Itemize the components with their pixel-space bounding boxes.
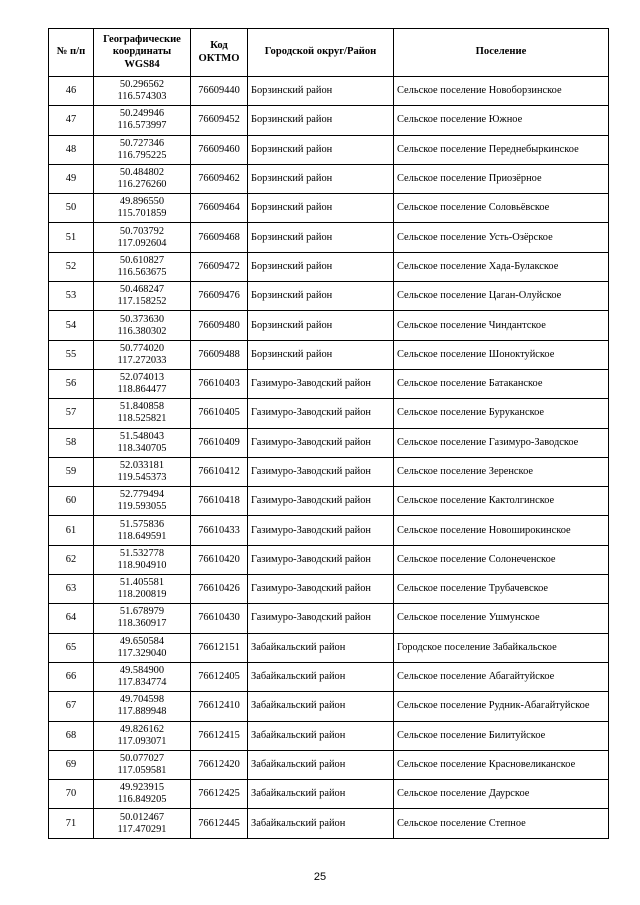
table-row (49, 369, 609, 398)
district-name: Борзинский район (248, 223, 394, 252)
latitude: 50.373630 (119, 313, 165, 325)
row-number: 47 (49, 106, 94, 135)
coordinates-cell (94, 809, 191, 838)
latitude: 50.296562 (119, 79, 165, 91)
settlement-name: Сельское поселение Батаканское (394, 369, 609, 398)
table-row (49, 340, 609, 369)
longitude: 116.276260 (117, 179, 167, 191)
latitude: 49.896550 (119, 196, 165, 208)
coordinates-cell (94, 662, 191, 691)
latitude: 49.826162 (119, 723, 165, 735)
oktmo-code: 76609468 (191, 223, 248, 252)
row-number: 63 (49, 575, 94, 604)
latitude: 51.548043 (119, 430, 165, 442)
longitude: 117.889948 (117, 706, 167, 718)
latitude: 50.484802 (119, 167, 165, 179)
table-header (49, 29, 609, 77)
longitude: 117.158252 (117, 296, 167, 308)
district-name: Забайкальский район (248, 721, 394, 750)
table-row (49, 106, 609, 135)
district-name: Газимуро-Заводский район (248, 399, 394, 428)
district-name: Забайкальский район (248, 750, 394, 779)
settlement-name: Сельское поселение Переднебыркинское (394, 135, 609, 164)
coordinates-cell (94, 457, 191, 486)
longitude: 115.701859 (117, 208, 167, 220)
latitude: 50.727346 (119, 137, 165, 149)
latitude: 51.840858 (119, 401, 165, 413)
settlement-name: Сельское поселение Зеренское (394, 457, 609, 486)
header-settlement: Поселение (394, 29, 609, 77)
coordinates-cell (94, 750, 191, 779)
row-number: 46 (49, 77, 94, 106)
row-number: 50 (49, 194, 94, 223)
row-number: 55 (49, 340, 94, 369)
table-body (49, 77, 609, 839)
table-row (49, 662, 609, 691)
district-name: Борзинский район (248, 194, 394, 223)
table-row (49, 633, 609, 662)
oktmo-code: 76612415 (191, 721, 248, 750)
settlement-name: Сельское поселение Хада-Булакское (394, 252, 609, 281)
oktmo-code: 76610403 (191, 369, 248, 398)
longitude: 118.525821 (117, 413, 167, 425)
district-name: Газимуро-Заводский район (248, 545, 394, 574)
table-row (49, 780, 609, 809)
settlement-name: Сельское поселение Трубачевское (394, 575, 609, 604)
settlement-name: Сельское поселение Соловьёвское (394, 194, 609, 223)
table-row (49, 809, 609, 838)
longitude: 117.329040 (117, 647, 167, 659)
settlement-name: Сельское поселение Чиндантское (394, 311, 609, 340)
district-name: Забайкальский район (248, 662, 394, 691)
settlement-name: Сельское поселение Южное (394, 106, 609, 135)
coordinates-cell (94, 369, 191, 398)
settlement-name: Сельское поселение Даурское (394, 780, 609, 809)
latitude: 49.584900 (119, 665, 165, 677)
table-row (49, 487, 609, 516)
coordinates-cell (94, 77, 191, 106)
latitude: 49.650584 (119, 635, 165, 647)
latitude: 50.703792 (119, 225, 165, 237)
latitude: 51.405581 (119, 577, 165, 589)
longitude: 117.470291 (117, 823, 167, 835)
oktmo-code: 76610433 (191, 516, 248, 545)
latitude: 50.774020 (119, 342, 165, 354)
settlement-name: Сельское поселение Новоборзинское (394, 77, 609, 106)
district-name: Газимуро-Заводский район (248, 369, 394, 398)
longitude: 117.092604 (117, 237, 167, 249)
oktmo-code: 76612405 (191, 662, 248, 691)
oktmo-code: 76612151 (191, 633, 248, 662)
settlement-name: Сельское поселение Шоноктуйское (394, 340, 609, 369)
settlement-name: Сельское поселение Солонеченское (394, 545, 609, 574)
header-coordinates: Географические координаты WGS84 (94, 29, 191, 77)
longitude: 117.272033 (117, 354, 167, 366)
settlement-name: Сельское поселение Буруканское (394, 399, 609, 428)
settlement-name: Сельское поселение Билитуйское (394, 721, 609, 750)
row-number: 68 (49, 721, 94, 750)
settlement-name: Сельское поселение Усть-Озёрское (394, 223, 609, 252)
row-number: 57 (49, 399, 94, 428)
oktmo-code: 76610426 (191, 575, 248, 604)
table-row (49, 194, 609, 223)
longitude: 116.795225 (117, 149, 167, 161)
settlement-name: Сельское поселение Абагайтуйское (394, 662, 609, 691)
table-row (49, 750, 609, 779)
longitude: 116.380302 (117, 325, 167, 337)
latitude: 50.012467 (119, 811, 165, 823)
district-name: Забайкальский район (248, 633, 394, 662)
district-name: Газимуро-Заводский район (248, 575, 394, 604)
latitude: 51.532778 (119, 547, 165, 559)
district-name: Борзинский район (248, 340, 394, 369)
oktmo-code: 76609462 (191, 164, 248, 193)
row-number: 52 (49, 252, 94, 281)
oktmo-code: 76610430 (191, 604, 248, 633)
header-number: № п/п (49, 29, 94, 77)
district-name: Забайкальский район (248, 780, 394, 809)
settlement-name: Сельское поселение Газимуро-Заводское (394, 428, 609, 457)
longitude: 116.563675 (117, 266, 167, 278)
settlements-table (48, 28, 609, 839)
table-row (49, 545, 609, 574)
row-number: 66 (49, 662, 94, 691)
table-row (49, 223, 609, 252)
table-row (49, 282, 609, 311)
row-number: 53 (49, 282, 94, 311)
row-number: 56 (49, 369, 94, 398)
latitude: 52.074013 (119, 372, 165, 384)
table-row (49, 135, 609, 164)
table-row (49, 692, 609, 721)
row-number: 64 (49, 604, 94, 633)
oktmo-code: 76610418 (191, 487, 248, 516)
table-row (49, 457, 609, 486)
longitude: 118.340705 (117, 442, 167, 454)
latitude: 52.033181 (119, 460, 165, 471)
row-number: 59 (49, 457, 94, 486)
district-name: Борзинский район (248, 252, 394, 281)
longitude: 117.059581 (117, 764, 167, 776)
longitude: 118.864477 (117, 384, 167, 396)
settlement-name: Сельское поселение Степное (394, 809, 609, 838)
oktmo-code: 76609460 (191, 135, 248, 164)
longitude: 116.849205 (117, 794, 167, 806)
row-number: 54 (49, 311, 94, 340)
row-number: 48 (49, 135, 94, 164)
table-row (49, 77, 609, 106)
coordinates-cell (94, 106, 191, 135)
coordinates-cell (94, 428, 191, 457)
oktmo-code: 76610405 (191, 399, 248, 428)
latitude: 49.704598 (119, 694, 165, 706)
oktmo-code: 76609472 (191, 252, 248, 281)
coordinates-cell (94, 721, 191, 750)
row-number: 71 (49, 809, 94, 838)
row-number: 67 (49, 692, 94, 721)
coordinates-cell (94, 692, 191, 721)
table-row (49, 164, 609, 193)
coordinates-cell (94, 164, 191, 193)
oktmo-code: 76610412 (191, 457, 248, 486)
coordinates-cell (94, 487, 191, 516)
coordinates-cell (94, 780, 191, 809)
settlement-name: Сельское поселение Приозёрное (394, 164, 609, 193)
district-name: Борзинский район (248, 77, 394, 106)
coordinates-cell (94, 399, 191, 428)
longitude: 117.093071 (117, 735, 167, 747)
row-number: 51 (49, 223, 94, 252)
table-row (49, 252, 609, 281)
district-name: Газимуро-Заводский район (248, 428, 394, 457)
table-row (49, 721, 609, 750)
oktmo-code: 76609488 (191, 340, 248, 369)
table-row (49, 575, 609, 604)
coordinates-cell (94, 545, 191, 574)
coordinates-cell (94, 604, 191, 633)
row-number: 49 (49, 164, 94, 193)
coordinates-cell (94, 282, 191, 311)
district-name: Газимуро-Заводский район (248, 457, 394, 486)
longitude: 119.593055 (117, 501, 167, 513)
latitude: 51.575836 (119, 518, 165, 530)
settlement-name: Сельское поселение Красновеликанское (394, 750, 609, 779)
row-number: 69 (49, 750, 94, 779)
coordinates-cell (94, 311, 191, 340)
district-name: Борзинский район (248, 135, 394, 164)
row-number: 61 (49, 516, 94, 545)
header-oktmo-code: Код ОКТМО (191, 29, 248, 77)
coordinates-cell (94, 516, 191, 545)
latitude: 49.923915 (119, 782, 165, 794)
settlement-name: Сельское поселение Рудник-Абагайтуйское (394, 692, 609, 721)
oktmo-code: 76609464 (191, 194, 248, 223)
latitude: 50.468247 (119, 284, 165, 296)
oktmo-code: 76612420 (191, 750, 248, 779)
district-name: Борзинский район (248, 311, 394, 340)
longitude: 118.360917 (117, 618, 167, 630)
longitude: 116.574303 (117, 91, 167, 103)
header-row (49, 29, 609, 77)
oktmo-code: 76612425 (191, 780, 248, 809)
settlement-name: Сельское поселение Новоширокинское (394, 516, 609, 545)
oktmo-code: 76609452 (191, 106, 248, 135)
header-district: Городской округ/Район (248, 29, 394, 77)
coordinates-cell (94, 633, 191, 662)
longitude: 118.649591 (117, 530, 167, 542)
district-name: Забайкальский район (248, 692, 394, 721)
longitude: 116.573997 (117, 120, 167, 132)
district-name: Борзинский район (248, 282, 394, 311)
coordinates-cell (94, 575, 191, 604)
table-row (49, 604, 609, 633)
district-name: Борзинский район (248, 164, 394, 193)
district-name: Газимуро-Заводский район (248, 604, 394, 633)
district-name: Газимуро-Заводский район (248, 487, 394, 516)
longitude: 119.545373 (117, 472, 167, 483)
longitude: 117.834774 (117, 677, 167, 689)
table-row (49, 428, 609, 457)
longitude: 118.904910 (117, 559, 167, 571)
district-name: Газимуро-Заводский район (248, 516, 394, 545)
oktmo-code: 76610420 (191, 545, 248, 574)
longitude: 118.200819 (117, 589, 167, 601)
row-number: 70 (49, 780, 94, 809)
row-number: 60 (49, 487, 94, 516)
oktmo-code: 76612445 (191, 809, 248, 838)
settlement-name: Сельское поселение Цаган-Олуйское (394, 282, 609, 311)
settlement-name: Сельское поселение Ушмунское (394, 604, 609, 633)
row-number: 58 (49, 428, 94, 457)
district-name: Забайкальский район (248, 809, 394, 838)
latitude: 50.610827 (119, 254, 165, 266)
oktmo-code: 76609476 (191, 282, 248, 311)
latitude: 50.077027 (119, 752, 165, 764)
oktmo-code: 76610409 (191, 428, 248, 457)
table-row (49, 399, 609, 428)
latitude: 51.678979 (119, 606, 165, 618)
coordinates-cell (94, 194, 191, 223)
oktmo-code: 76609440 (191, 77, 248, 106)
row-number: 62 (49, 545, 94, 574)
oktmo-code: 76612410 (191, 692, 248, 721)
table-row (49, 311, 609, 340)
latitude: 50.249946 (119, 108, 165, 120)
oktmo-code: 76609480 (191, 311, 248, 340)
district-name: Борзинский район (248, 106, 394, 135)
settlement-name: Сельское поселение Кактолгинское (394, 487, 609, 516)
coordinates-cell (94, 252, 191, 281)
latitude: 52.779494 (119, 489, 165, 501)
row-number: 65 (49, 633, 94, 662)
coordinates-cell (94, 135, 191, 164)
page-number: 25 (313, 871, 327, 883)
coordinates-cell (94, 340, 191, 369)
coordinates-cell (94, 223, 191, 252)
settlement-name: Городское поселение Забайкальское (394, 633, 609, 662)
table-row (49, 516, 609, 545)
